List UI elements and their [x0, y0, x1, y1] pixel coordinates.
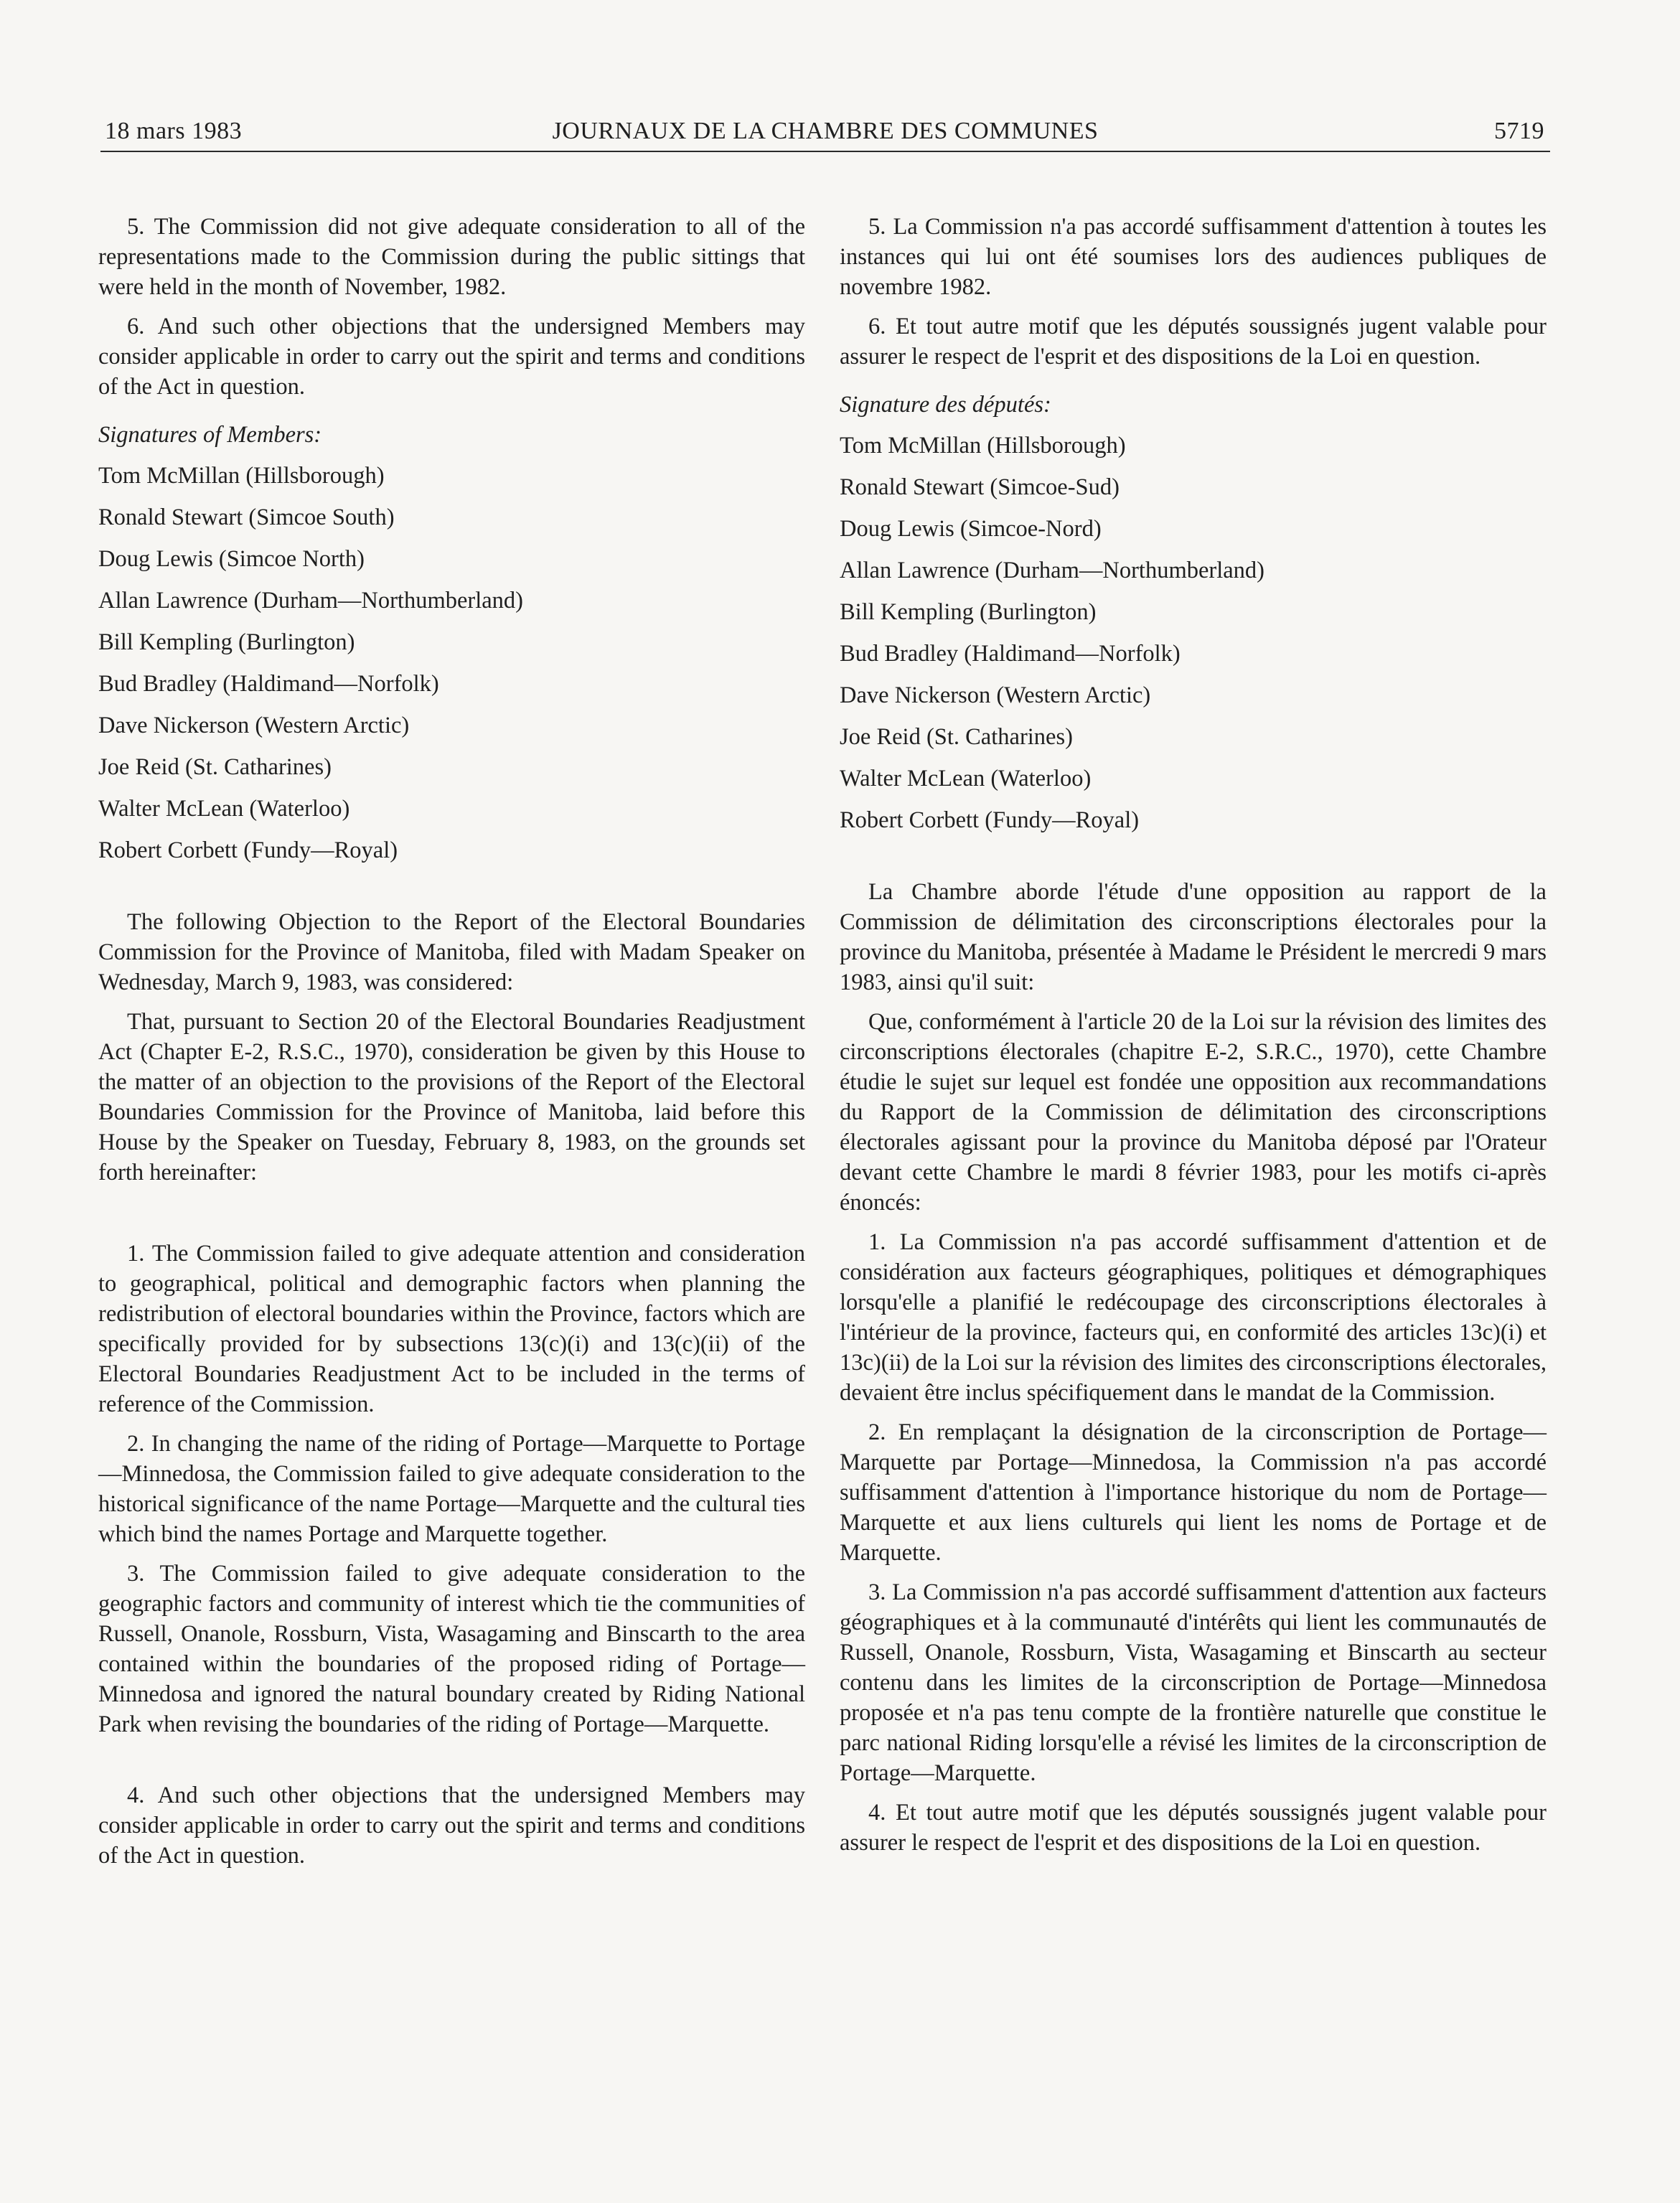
signature-item: Tom McMillan (Hillsborough): [98, 463, 385, 489]
objection-intro: La Chambre aborde l'étude d'une opposition au rapport de la Commission de délimitation des circonscriptions électorales pour la province du Manitoba, présentée à Madame le Président le mercredi 9 mars 1983, ainsi qu'il suit:: [840, 879, 1547, 995]
signature-item: Doug Lewis (Simcoe-Nord): [840, 516, 1102, 542]
signature-item: Tom McMillan (Hillsborough): [840, 433, 1126, 459]
motion-text: That, pursuant to Section 20 of the Electoral Boundaries Readjustment Act (Chapter E-2, R.S.C., 1970), consideration be given by this House to the matter of an objection to the provisions of the Report of the Electoral Boundaries Commission for the Province of Manitoba, laid before this House by the Speaker on Tuesday, February 8, 1983, on the grounds set forth hereinafter:: [98, 1009, 805, 1185]
signature-item: Doug Lewis (Simcoe North): [98, 546, 365, 572]
english-column: [98, 212, 805, 1880]
paragraph-6: 6. Et tout autre motif que les députés soussignés jugent valable pour assurer le respect de l'esprit et des dispositions de la Loi en question.: [840, 314, 1547, 370]
signature-item: Bill Kempling (Burlington): [98, 629, 355, 655]
signature-item: Robert Corbett (Fundy—Royal): [98, 837, 398, 863]
ground-1: 1. La Commission n'a pas accordé suffisamment d'attention et de considération aux facteurs géographiques, politiques et démographiques lorsqu'elle a planifié le redécoupage des circonscriptions électorales à l'intérieur de la province, facteurs qui, en conformité des articles 13c)(i) et 13c)(ii) de la Loi sur la révision des limites des circonscriptions électorales, devaient être inclus spécifiquement dans le mandat de la Commission.: [840, 1229, 1547, 1406]
signature-item: Bill Kempling (Burlington): [840, 599, 1097, 625]
signatures-heading: Signature des députés:: [840, 392, 1051, 418]
header-date: 18 mars 1983: [105, 118, 243, 144]
signature-item: Allan Lawrence (Durham—Northumberland): [840, 558, 1264, 583]
paragraph-6: 6. And such other objections that the undersigned Members may consider applicable in order to carry out the spirit and terms and conditions of the Act in question.: [98, 314, 805, 400]
signature-item: Dave Nickerson (Western Arctic): [840, 682, 1151, 708]
signature-item: Robert Corbett (Fundy—Royal): [840, 807, 1140, 833]
objection-intro: The following Objection to the Report of the Electoral Boundaries Commission for the Province of Manitoba, filed with Madam Speaker on Wednesday, March 9, 1983, was considered:: [98, 909, 805, 995]
ground-3: 3. The Commission failed to give adequate consideration to the geographic factors and community of interest which tie the communities of Russell, Onanole, Rossburn, Vista, Wasagaming and Binscarth to the area contained within the boundaries of the proposed riding of Portage—Minnedosa and ignored the natural boundary created by Riding National Park when revising the boundaries of the riding of Portage—Marquette.: [98, 1561, 805, 1737]
signatures-heading: Signatures of Members:: [98, 422, 322, 448]
signature-list: [98, 461, 805, 877]
page-number: 5719: [1494, 118, 1544, 144]
signature-item: Ronald Stewart (Simcoe South): [98, 504, 395, 530]
ground-4: 4. And such other objections that the undersigned Members may consider applicable in order to carry out the spirit and terms and conditions of the Act in question.: [98, 1782, 805, 1869]
signature-item: Bud Bradley (Haldimand—Norfolk): [840, 641, 1181, 667]
section-spacer: [98, 1749, 805, 1780]
section-spacer: [840, 847, 1547, 877]
signature-item: Joe Reid (St. Catharines): [98, 754, 332, 780]
signature-item: Walter McLean (Waterloo): [840, 766, 1092, 792]
journal-title: JOURNAUX DE LA CHAMBRE DES COMMUNES: [552, 118, 1099, 144]
signature-item: Allan Lawrence (Durham—Northumberland): [98, 588, 523, 614]
signature-item: Joe Reid (St. Catharines): [840, 724, 1073, 750]
section-spacer: [98, 1197, 805, 1239]
ground-3: 3. La Commission n'a pas accordé suffisamment d'attention aux facteurs géographiques et à la communauté d'intérêts qui lient les communautés de Russell, Onanole, Rossburn, Vista, Wasagaming et Binscarth au secteur contenu dans les limites de la circonscription de Portage—Minnedosa proposée et n'a pas tenu compte de la frontière naturelle que constitue le parc national Riding lorsqu'elle a révisé les limites de la circonscription de Portage—Marquette.: [840, 1579, 1547, 1786]
french-column: [840, 212, 1547, 1867]
section-spacer: [98, 877, 805, 907]
signature-list: [840, 431, 1547, 847]
ground-2: 2. En remplaçant la désignation de la circonscription de Portage—Marquette par Portage—Minnedosa, la Commission n'a pas accordé suffisamment d'attention à l'importance historique du nom de Portage—Marquette et aux liens culturels qui lient les noms de Portage et de Marquette.: [840, 1419, 1547, 1566]
paragraph-5: 5. The Commission did not give adequate consideration to all of the representations made to the Commission during the public sittings that were held in the month of November, 1982.: [98, 214, 805, 300]
signature-item: Ronald Stewart (Simcoe-Sud): [840, 474, 1120, 500]
motion-text: Que, conformément à l'article 20 de la Loi sur la révision des limites des circonscriptions électorales (chapitre E-2, S.R.C., 1970), cette Chambre étudie le sujet sur lequel est fondée une opposition aux recommandations du Rapport de la Commission de délimitation des circonscriptions électorales agissant pour la province du Manitoba déposé par l'Orateur devant cette Chambre le mardi 8 février 1983, pour les motifs ci-après énoncés:: [840, 1009, 1547, 1216]
header-rule: [100, 151, 1550, 152]
ground-4: 4. Et tout autre motif que les députés soussignés jugent valable pour assurer le respect de l'esprit et des dispositions de la Loi en question.: [840, 1800, 1547, 1856]
signature-item: Dave Nickerson (Western Arctic): [98, 713, 410, 738]
signature-item: Walter McLean (Waterloo): [98, 796, 350, 822]
signature-item: Bud Bradley (Haldimand—Norfolk): [98, 671, 439, 697]
page-header: [100, 113, 1550, 154]
paragraph-5: 5. La Commission n'a pas accordé suffisamment d'attention à toutes les instances qui lui ont été soumises lors des audiences publiques de novembre 1982.: [840, 214, 1547, 300]
ground-2: 2. In changing the name of the riding of Portage—Marquette to Portage—Minnedosa, the Commission failed to give adequate consideration to the historical significance of the name Portage—Marquette and the cultural ties which bind the names Portage and Marquette together.: [98, 1431, 805, 1547]
ground-1: 1. The Commission failed to give adequate attention and consideration to geographical, political and demographic factors when planning the redistribution of electoral boundaries within the Province, factors which are specifically provided for by subsections 13(c)(i) and 13(c)(ii) of the Electoral Boundaries Readjustment Act to be included in the terms of reference of the Commission.: [98, 1241, 805, 1417]
